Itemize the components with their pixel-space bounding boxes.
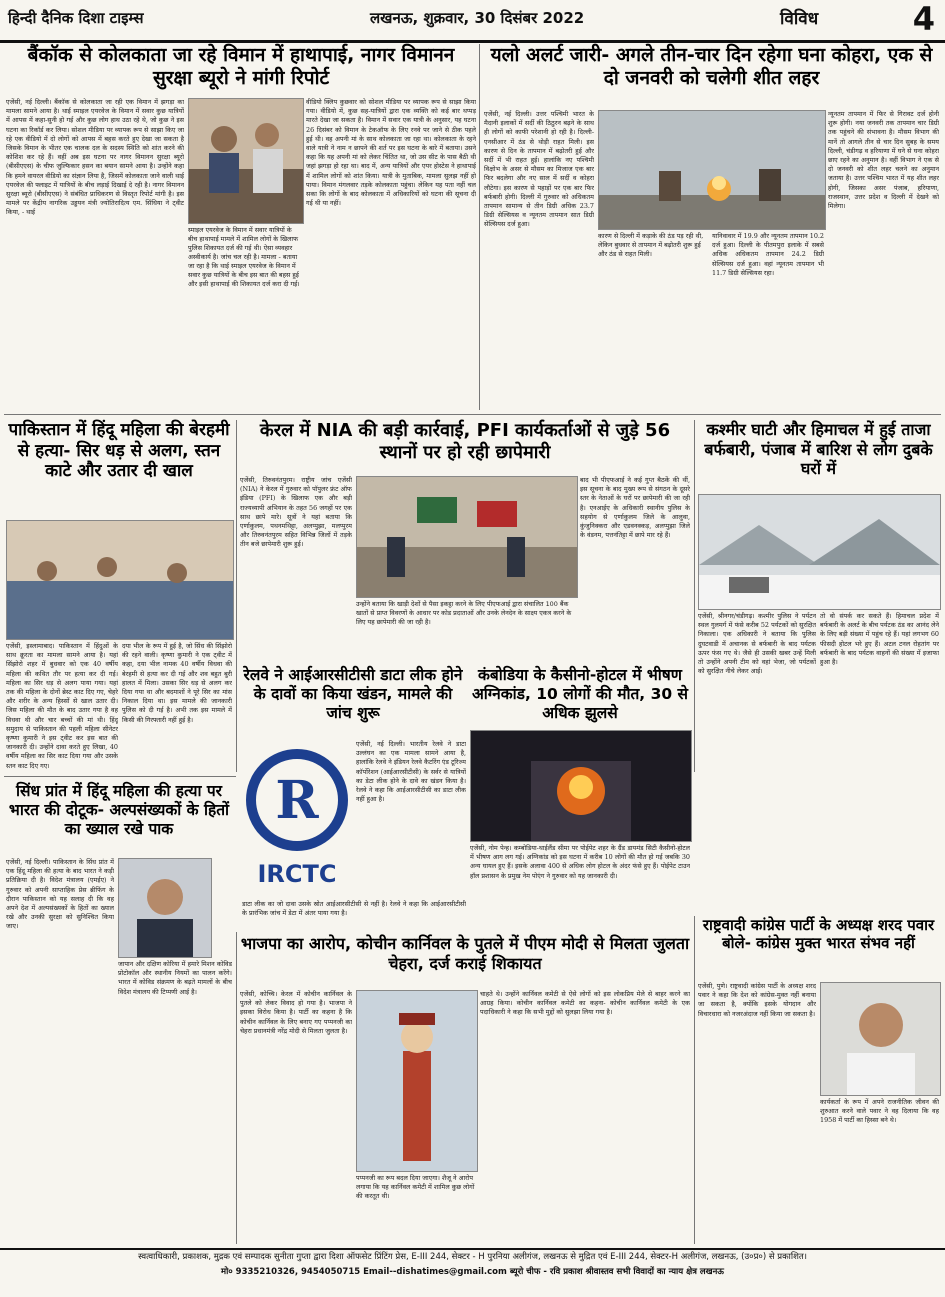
bonfire-image	[599, 111, 825, 229]
kerala-headline: केरल में NIA की बड़ी कार्रवाई, PFI कार्यकर्ताओं से जुड़े 56 स्थानों पर हो रही छापेमारी	[259, 420, 671, 463]
kerala-photo	[356, 476, 578, 598]
cambodia-photo	[470, 730, 692, 842]
footer-imprint: स्वत्वाधिकारी, प्रकाशक, मुद्रक एवं सम्पादक सुनीता गुप्ता द्वारा दिशा ऑफसेट प्रिंटिंग प्रेस, E-III 244, सेक्टर - H पुरनिया अलीगंज, लखनऊ से मुद्रित एवं E-III 244, सेक्टर-H अलीगंज, लखनऊ, (उ०प्र०) से प्रकाशित।	[138, 1252, 807, 1262]
fog-body-3: न्यूनतम तापमान में फिर से गिरावट दर्ज होनी शुरू होगी। नया जनवरी तक तापमान चार डिग्री तक पहुंचने की संभावना है। मौसम विभाग की मानें तो आगले तीन से चार दिन सुबह के समय दिल्ली, चंडीगढ़ व हरियाणा में घने से घना कोहरा छाए रहने का अनुमान है। वहीं विभाग ने एक से दो जनवरी को शीत लहर चलने का अनुमान जताया है। उत्तर पश्चिम भारत में यह शीत लहर होगी, जिसका असर पंजाब, हरियाणा, राजस्थान, उत्तर प्रदेश व दिल्ली में देखने को मिलेगा।	[828, 110, 939, 211]
cambodia-headline: कंबोडिया के कैसीनो-होटल में भीषण अग्निकांड, 10 लोगों की मौत, 30 से अधिक झुलसे	[471, 666, 689, 722]
column-divider	[694, 420, 695, 772]
pak-hindu-photo	[6, 520, 234, 640]
row-divider	[4, 776, 236, 777]
kochi-photo	[356, 990, 478, 1172]
flight-cabin-image	[189, 99, 303, 223]
kochi-caption: पप्पनजी का रूप बदल दिया जाएगा। शैजू ने आरोप लगाया कि यह कार्निवल कमेटी में शामिल कुछ लोगों की करतूत थी।	[356, 1174, 475, 1200]
effigy-image	[357, 991, 477, 1171]
paper-name: हिन्दी दैनिक दिशा टाइम्स	[8, 9, 144, 27]
kashmir-body-2: तो वो संपर्क कर सकते हैं। हिमाचल प्रदेश में बर्फबारी के अलर्ट के बीच पर्यटक ठंड का आनंद लेने के लिए बड़ी संख्या में पहुंच रहे हैं। यहां लगभग 60 फीसदी होटल भरे हुए हैं। अटल टनल रोहतांग पर बर्फबारी के बाद पर्यटक वाहनों की संख्या में इजाफा हुआ है।	[820, 612, 939, 667]
spokesperson-portrait	[119, 859, 211, 957]
kerala-caption: उन्होंने बताया कि खाड़ी देशों से पैसा इकट्ठा करने के लिए पीएफआई द्वारा संचालित 100 बैंक खातों से प्राप्त विवरणों के आधार पर कोड प्रदाताओं और उनके लेनदेन के साक्ष्य एकत्र करने के लिए यह छापेमारी की जा रही है।	[356, 600, 572, 626]
bangkok-photo	[188, 98, 304, 224]
pak-hindu-headline: पाकिस्तान में हिंदू महिला की बेरहमी से हत्या- सिर धड़ से अलग, स्तन काटे और उतार दी खाल	[8, 420, 230, 482]
nia-raid-image	[357, 477, 577, 597]
cambodia-body-1: एजेंसी, नोम पेन्ह। कम्बोडिया-थाईलैंड सीमा पर पोईपेट शहर के ग्रैंड डायमंड सिटी कैसीनो-होटल में भीषण आग लग गई। अग्निकांड को इस घटना में करीब 10 लोगों की मौत हो गई जबकि 30 अन्य घायल हुए हैं। इसके अलावा 400 से अधिक लोग होटल के अंदर फंसे हुए हैं। पोईपेट टाउन हॉल प्रशासन के प्रमुख नेम पोएंग ने गुरुवार को यह जानकारी दी।	[470, 844, 690, 880]
snowfall-image	[699, 495, 940, 609]
kerala-body-2: बाद भी पीएफआई ने कई गुप्त बैठकें की थीं, इस सूचना के बाद मुख्य रूप से संगठन के दूसरे स्तर के नेताओं के घरों पर छापेमारी की जा रही है। एनआईए के अधिकारी स्थानीय पुलिस के सहयोग से एर्णाकुलम जिले के आलुवा, कुंजुनिक्करा और एडवनक्कड़, अलप्पुझा जिले के वंडनम, पत्तनंतिट्टा में छापे मार रहे हैं।	[580, 476, 690, 540]
column-divider	[236, 420, 237, 772]
kochi-body-1: एजेंसी, कोच्चि। केरल में कोचीन कार्निवल के पुतले को लेकर विवाद हो गया है। भाजपा ने इसका विरोध किया है। पार्टी का कहना है कि कोचीन कार्निवल के लिए बनाए गए पप्पनजी का चेहरा प्रधानमंत्री नरेंद्र मोदी से मिलता जुलता है।	[240, 990, 352, 1035]
irctc-headline: रेलवे ने आईआरसीटीसी डाटा लीक होने के दावों का किया खंडन, मामले की जांच शुरू	[243, 666, 463, 722]
row-divider	[4, 414, 941, 415]
pak-hindu-body-1: एजेंसी, इस्लामाबाद। पाकिस्तान में हिंदुओं के साथ क्रूरता का मामला सामने आया है। यहां सिंझोरो शहर में बुधवार को एक 40 वर्षीय महिला की कथित तौर पर हत्या कर दी गई। महिला का सिर धड़ से अलग पाया गया। यहां तक की महिला के दोनों ब्रेस्ट काट दिए गए, चेहरे और शरीर के अन्य हिस्सों से खाल उतार दी। जिस महिला की मौत के बाद उतार गया है वह विधवा थी और चार बच्चों की मां थी। हिंदू समुदाय से पाकिस्तान की पहली महिला सीनेटर कृष्णा कुमारी ने इस ट्वीट कर इस बात की जानकारी दी। उन्होंने दावा करते हुए लिखा, 40 वर्षीय महिला का सिर काट दिया गया और उसके स्तन काट दिए गए।	[6, 642, 118, 770]
bangkok-body-2: वीडियो क्लिप कुछवार को सोशल मीडिया पर व्यापक रूप से साझा किया गया। वीडियो में, कुछ सह-यात्रियों द्वारा एक व्यक्ति को कई बार थप्पड़ मारते देखा जा सकता है। विमान में सवार एक यात्री के अनुसार, यह घटना 26 दिसंबर को विमान के टेकऑफ के लिए रनवे पर जाने से ठीक पहले हुई थी। वह अपनी मां के साथ कोलकाता जा रहा था। कोलकाता के रहने वाले यात्री ने नाम न छापने की शर्त पर इस घटना के बारे में बताया। उसने कहा कि यह अपनी मां को लेकर चिंतित था, जो उस सीट के पास बैठी थी जहां झगड़ा हो रहा था। बाद में, अन्य यात्रियों और एयर होस्टेस ने हाथापाई में शामिल लोगों को शांत किया। यात्री के मुताबिक, मामला सुलझ नहीं हो पाया। विमान मंगलवार तड़के कोलकाता पहुंचा। लेकिन यह पता नहीं चल सका कि लोगों के बाद कोलकाता में अधिकारियों को घटना की सूचना दी गई थी या नहीं।	[306, 98, 476, 208]
bangkok-body-1: एजेंसी, नई दिल्ली। बैंकॉक से कोलकाता जा रही एक विमान में झगड़ा का मामला सामने आया है। थाई स्माइल एयरवेज के विमान में सवार कुछ यात्रियों में आपस में कहा-सुनी हो गई और कुछ लोग हाथ उठा रहे थे, जो कुछ ने इस घटना का रिकॉर्ड कर लिया। सोशल मीडिया पर व्यापक रूप से साझा किए जा रहे एक वीडियो में दो लोगों को आपस में बहस करते हुए देखा जा सकता है जिसके विमान के भीतर एक चालक दल के सदस्य स्थिति को शांत करने की कोशिश कर रहे हैं। वहीं अब इस घटना पर नागर विमानन सुरक्षा ब्यूरो (बीसीएएस) के चीफ जुल्फिकार हसन का बयान सामने आया है। उन्होंने कहा कि हमने वायरल वीडियो का संज्ञान लिया है, जिसमें कोलकाता जाने वाली थाई एयरवेज की फ्लाइट में यात्रियों के बीच लड़ाई दिखाई दे रही है। नागर विमानन सुरक्षा ब्यूरो (बीसीएएस) ने संबंधित प्राधिकरण से विस्तृत रिपोर्ट मांगी है। इस मामले पर केंद्रीय नागरिक उड्डयन मंत्री ज्योतिरादित्य एम. सिंधिया ने ट्वीट किया, - थाई	[6, 98, 184, 217]
column-divider	[236, 932, 237, 1244]
irctc-body-1: एजेंसी, नई दिल्ली। भारतीय रेलवे ने डाटा उल्लंघन का एक मामला सामने आया है, हालांकि रेलवे ने इंडियन रेलवे कैटरिंग एंड टूरिज्म कॉर्पोरेशन (आईआरसीटीसी) के सर्वर से यात्रियों का डेटा लीक होने के दावे का खंडन किया है। रेलवे ने कहा कि आईआरसीटीसी का डाटा लीक नहीं हुआ है।	[356, 740, 466, 804]
sindh-body-2: जापान और दक्षिण कोरिया में हमारे मिशन कोविड प्रोटोकॉल और स्थानीय नियमों का पालन करेंगे। भारत में कोविड संक्रमण के बढ़ते मामलों के बीच विदेश मंत्रालय की टिप्पणी आई है।	[118, 960, 232, 996]
fog-body-2: यानिवावार में 19.9 और न्यूनतम तापमान 10.2 दर्ज हुआ। दिल्ली के पीतमपुरा इलाके में सबसे अधिक अधिकतम तापमान 24.2 डिग्री सेल्सियस दर्ज हुआ। वहां न्यूनतम तापमान भी 11.7 डिग्री सेल्सियस रहा।	[712, 232, 824, 277]
kashmir-body-1: एजेंसी, श्रीनगर/चंडीगढ़। कश्मीर पुलिस ने पर्यटन स्थल गुलमर्ग में फंसे करीब 52 पर्यटकों को सुरक्षित निकाला। एक अधिकारी ने बताया कि पुलिस दुघटवाडी में अचानक से बर्फबारी के बाद पर्यटक ऊपर फंस गए थे। जैसे ही उसकी खबर उन्हें मिली तो उन्होंने अपनी टीम को वहां भेजा, जो पर्यटकों को सुरक्षित नीचे लेकर आई।	[698, 612, 816, 676]
pawar-body-1: एजेंसी, पुणे। राष्ट्रवादी कांग्रेस पार्टी के अध्यक्ष शरद पवार ने कहा कि देश को कांग्रेस-मुक्त नहीं बनाया जा सकता है, क्योंकि इसके योगदान और विचारधारा को नजरअंदाज नहीं किया जा सकता है।	[698, 982, 816, 1018]
protest-crowd-image	[7, 521, 233, 639]
bangkok-headline: बैंकॉक से कोलकाता जा रहे विमान में हाथापाई, नागर विमानन सुरक्षा ब्यूरो ने मांगी रिपोर्ट	[27, 44, 455, 90]
column-divider	[694, 916, 695, 1244]
footer-contact: मो० 9335210326, 9454050715 Email--dishatimes@gmail.com ब्यूरो चीफ - रवि प्रकाश श्रीवास्तव सभी विवादों का न्याय क्षेत्र लखनऊ	[221, 1267, 724, 1277]
pawar-headline: राष्ट्रवादी कांग्रेस पार्टी के अध्यक्ष शरद पवार बोले- कांग्रेस मुक्त भारत संभव नहीं	[702, 916, 935, 953]
irctc-logo	[242, 740, 352, 896]
footer	[0, 1248, 945, 1297]
fog-headline: यलो अलर्ट जारी- अगले तीन-चार दिन रहेगा घना कोहरा, एक से दो जनवरी को चलेगी शीत लहर	[490, 44, 933, 90]
masthead	[0, 0, 945, 43]
fire-image	[471, 731, 691, 841]
kashmir-photo	[698, 494, 941, 610]
pawar-body-2: कार्यकर्ता के रूप में अपने राजनीतिक जीवन की शुरुआत करने वाले पवार ने वह दिलाया कि वह 1958 में पार्टी का हिस्सा बने थे।	[820, 1098, 939, 1125]
bangkok-caption: स्माइल एयरवेज के विमान में सवार यात्रियों के बीच हाथापाई मामले में शामिल लोगों के खिलाफ पुलिस शिकायत दर्ज की गई थी। ऐसा व्यवहार अस्वीकार्य है। जांच चल रही है। मामला - बताया जा रहा है कि थाई स्माइल एयरवेज के विमान में सवार कुछ यात्रियों के बीच इस बात की बहस हुई और इसी हाथापाई की शिकायत दर्ज करा दी गई।	[188, 226, 300, 288]
fog-photo	[598, 110, 826, 230]
pawar-portrait	[821, 983, 940, 1095]
fog-body-1: एजेंसी, नई दिल्ली। उत्तर पश्चिमी भारत के मैदानी इलाकों में सर्दी की ठिठुरन बढ़ने के साथ ही लोगों को काफी परेशानी हो रही है। दिल्ली-एनसीआर में ठंड से थोड़ी राहत मिली। इस कारण से दिन के तापमान में बढ़ोतरी हुई और सर्दी में भी राहत हुई। हालांकि नए पश्चिमी विक्षोभ के असर से मौसम का मिजाज एक बार फिर बदलेगा और नए साल में सर्दी व कोहरा लौटेगा। इस कारण से पहाड़ों पर एक बार फिर बर्फबारी होगी। दिल्ली में गुरुवार को अधिकतम तापमान सामान्य से तीन डिग्री अधिक 23.7 डिग्री सेल्सियस व न्यूनतम तापमान सात डिग्री सेल्सियस दर्ज हुआ।	[484, 110, 594, 229]
irctc-body-2: डाटा लीक का जो दावा उसके स्रोत आईआरसीटीसी से नहीं है। रेलवे ने कहा कि आईआरसीटीसी के प्रारंभिक जांच में डेटा में अंतर पाया गया है।	[242, 900, 466, 918]
sindh-headline: सिंध प्रांत में हिंदू महिला की हत्या पर भारत की दोटूक- अल्पसंख्यकों के हितों का ख्याल रखे पाक	[8, 782, 230, 838]
column-divider	[479, 44, 480, 410]
dateline: लखनऊ, शुक्रवार, 30 दिसंबर 2022	[370, 9, 585, 27]
page-number: 4	[912, 0, 935, 38]
kerala-body-1: एजेंसी, तिरुवनंतपुरम। राष्ट्रीय जांच एजेंसी (NIA) ने केरल में गुरुवार को पॉपुलर फ्रंट ऑफ इंडिया (PFI) के खिलाफ एक और बड़ी राज्यव्यापी अभियान के तहत 56 जगहों पर एक साथ छापे मारे। सूत्रों ने यहां बताया कि एर्णाकुलम, पथनमथिट्टा, अलप्पुझा, मलप्पुरम और तिरुवनंतपुरम सहित विभिन्न जिलों में तड़के तीन बजे छापेमारी शुरू हुई।	[240, 476, 352, 549]
kochi-body-2: चाहते थे। उन्होंने कार्निवल कमेटी से ऐसे लोगों को इस लोकप्रिय मेले से बाहर करने का आग्रह किया। कोचीन कार्निवल कमेटी का कहना- कोचीन कार्निवल कमेटी के एक पदाधिकारी ने कहा कि सभी मुद्दों को सुलझा लिया गया है।	[480, 990, 690, 1017]
pawar-photo	[820, 982, 941, 1096]
irctc-logo-text: IRCTC	[257, 860, 337, 888]
sindh-photo	[118, 858, 212, 958]
kashmir-headline: कश्मीर घाटी और हिमाचल में हुई ताजा बर्फबारी, पंजाब में बारिश से लोग दुबके घरों में	[704, 420, 933, 479]
section-name: विविध	[780, 9, 819, 29]
kochi-headline: भाजपा का आरोप, कोचीन कार्निवल के पुतले में पीएम मोदी से मिलता जुलता चेहरा, दर्ज कराई शिकायत	[240, 934, 690, 973]
fog-caption: कारण से दिल्ली में कड़ाके की ठंड पड़ रही थी, लेकिन बुधवार से तापमान में बढ़ोतरी शुरू हुई और ठंड से राहत मिली।	[598, 232, 704, 258]
sindh-body-1: एजेंसी, नई दिल्ली। पाकिस्तान के सिंध प्रांत में एक हिंदू महिला की हत्या के बाद भारत ने कड़ी प्रतिक्रिया दी है। विदेश मंत्रालय (एमईए) ने गुरुवार को अपनी साप्ताहिक प्रेस ब्रीफिंग के दौरान पाकिस्तान को यह सलाह दी कि वह अपने देश में अल्पसंख्यकों के हितों का ख्याल रखे और उनकी सुरक्षा को सुनिश्चित किया जाए।	[6, 858, 114, 931]
svg-text:R: R	[275, 770, 319, 831]
pak-hindu-body-2: दया भील के रूप में हुई है, जो सिंध की सिंझोरो की रहने वाली। कृष्णा कुमारी ने एक ट्वीट में कहा, दया भील नामक 40 वर्षीय विधवा की बेरहमी से हत्या कर दी गई और शव बहुत बुरी हालत में मिला। उसका सिर धड़ से अलग कर दिया गया था और बदमाशों ने पूरे सिर का मांस निकाल दिया था। इस मामले की जानकारी पुलिस को दी गई है। अभी तक इस मामले में किसी की गिरफ्तारी नहीं हुई है।	[122, 642, 232, 724]
